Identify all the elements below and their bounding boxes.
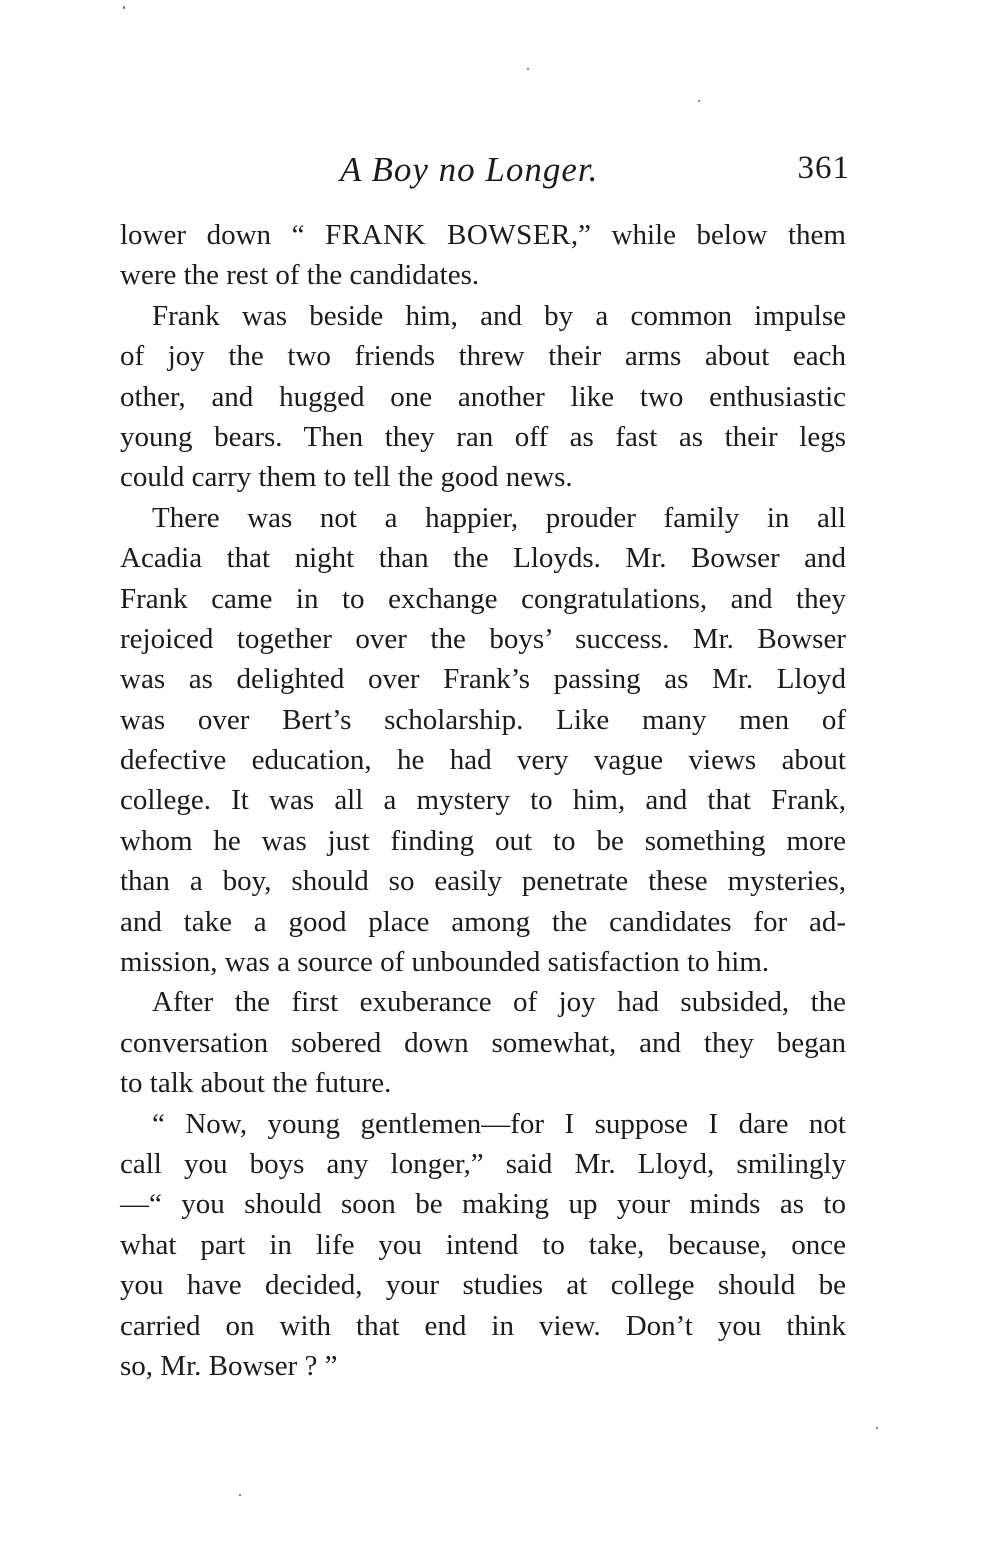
text-line: “ Now, young gentlemen—for I suppose I dare not bbox=[152, 1107, 846, 1140]
text-line: could carry them to tell the good news. bbox=[120, 461, 573, 494]
running-title: A Boy no Longer. bbox=[340, 150, 599, 189]
text-line: what part in life you intend to take, because, once bbox=[120, 1228, 846, 1261]
text-line: defective education, he had very vague views about bbox=[120, 744, 846, 777]
text-line: than a boy, should so easily penetrate these mysteries, bbox=[120, 865, 846, 898]
text-line-part: ,” while below them bbox=[570, 219, 846, 251]
text-line: whom he was just finding out to be something more bbox=[120, 824, 846, 857]
paper-speck bbox=[123, 6, 125, 9]
text-line: young bears. Then they ran off as fast as their legs bbox=[120, 420, 846, 453]
text-line: mission, was a source of unbounded satisfaction to him. bbox=[120, 946, 770, 979]
text-line: Frank was beside him, and by a common impulse bbox=[152, 299, 846, 332]
body-text bbox=[120, 215, 846, 1386]
text-line: you have decided, your studies at college should be bbox=[120, 1269, 846, 1302]
running-head bbox=[120, 150, 850, 200]
text-line: carried on with that end in view. Don’t you think bbox=[120, 1309, 846, 1342]
text-line: of joy the two friends threw their arms about each bbox=[120, 340, 846, 373]
text-line-part: lower down “ bbox=[120, 219, 326, 251]
text-line: Acadia that night than the Lloyds. Mr. Bowser and bbox=[120, 542, 846, 575]
text-line: After the first exuberance of joy had subsided, the bbox=[152, 986, 846, 1019]
paper-speck bbox=[876, 1427, 878, 1429]
text-line: was as delighted over Frank’s passing as Mr. Lloyd bbox=[120, 663, 846, 696]
text-line: —“ you should soon be making up your minds as to bbox=[120, 1188, 846, 1221]
text-line: to talk about the future. bbox=[120, 1067, 392, 1100]
small-caps-name: FRANK BOWSER bbox=[325, 219, 571, 251]
text-line: other, and hugged one another like two enthusiastic bbox=[120, 380, 846, 413]
text-line: was over Bert’s scholarship. Like many men of bbox=[120, 703, 846, 736]
paper-speck bbox=[239, 1494, 241, 1496]
text-line: call you boys any longer,” said Mr. Lloyd, smilingly bbox=[120, 1147, 846, 1180]
text-line: were the rest of the candidates. bbox=[120, 259, 480, 292]
text-line: Frank came in to exchange congratulations, and they bbox=[120, 582, 846, 615]
text-line: so, Mr. Bowser ? ” bbox=[120, 1349, 338, 1382]
text-line: and take a good place among the candidates for ad- bbox=[120, 905, 846, 938]
text-line: rejoiced together over the boys’ success. Mr. Bowser bbox=[120, 622, 846, 655]
page-number: 361 bbox=[797, 150, 850, 186]
text-line: college. It was all a mystery to him, and that Frank, bbox=[120, 784, 846, 817]
text-line: conversation sobered down somewhat, and they began bbox=[120, 1026, 846, 1059]
paper-speck bbox=[698, 100, 700, 102]
text-line bbox=[120, 215, 846, 255]
paper-speck bbox=[527, 68, 529, 70]
text-line: There was not a happier, prouder family in all bbox=[152, 501, 846, 534]
